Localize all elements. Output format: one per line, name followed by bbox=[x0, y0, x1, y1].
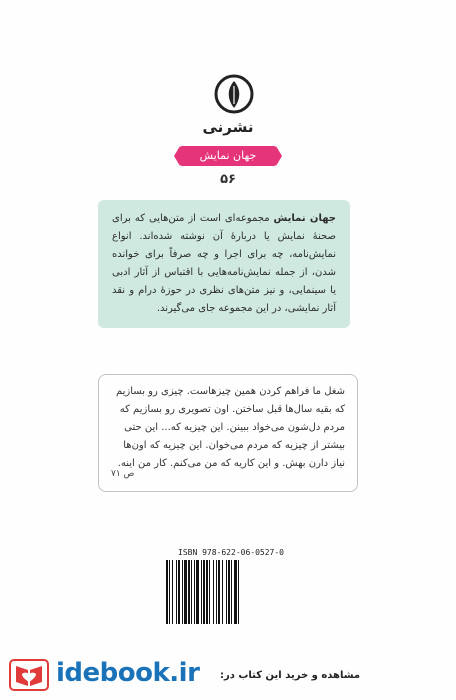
series-description bbox=[98, 200, 350, 328]
publisher-name: نشرنی bbox=[202, 118, 254, 136]
description-text: مجموعه‌ای است از متن‌هایی که برای صحنهٔ نمایش یا دربارهٔ آن نوشته شده‌اند. انواع نمایش‌نامه، چه برای اجرا و چه صرفاً برای خوانده شدن، از جمله نمایش‌نامه‌هایی با اقتباس از آثار ادبی یا سینمایی، و نیز متن‌های نظری در حوزهٔ درام و نقد آثار نمایشی، در این مجموعه جای می‌گیرند. bbox=[112, 213, 336, 314]
quote-page-ref: ص ۷۱ bbox=[111, 469, 135, 479]
series-badge: جهان نمایش bbox=[180, 146, 276, 166]
quote-box bbox=[98, 374, 358, 492]
site-tagline: مشاهده و خرید این کتاب در: bbox=[220, 670, 361, 681]
isbn-text: ISBN 978-622-06-0527-0 bbox=[178, 548, 284, 557]
series-number: ۵۶ bbox=[220, 172, 236, 187]
book-store-logo-icon bbox=[8, 656, 50, 694]
publisher-logo-icon bbox=[214, 74, 254, 114]
barcode-icon bbox=[164, 560, 298, 624]
barcode-area bbox=[164, 548, 298, 634]
description-keyword: جهان نمایش bbox=[273, 213, 337, 224]
quote-text: شغل ما فراهم کردن همین چیزهاست. چیزی رو بسازیم که بقیه سال‌ها قبل ساختن. اون تصویری رو بسازیم که مردم دل‌شون می‌خواد ببینن. این چیزیه که... این حتی بیشتر از چیزیه که مردم می‌خوان. این چیزیه که اون‌ها نیاز دارن بهش. و این کاریه که من می‌کنم. کار من اینه. bbox=[115, 386, 345, 469]
site-name[interactable]: idebook.ir bbox=[56, 658, 200, 688]
footer-watermark bbox=[0, 652, 456, 700]
